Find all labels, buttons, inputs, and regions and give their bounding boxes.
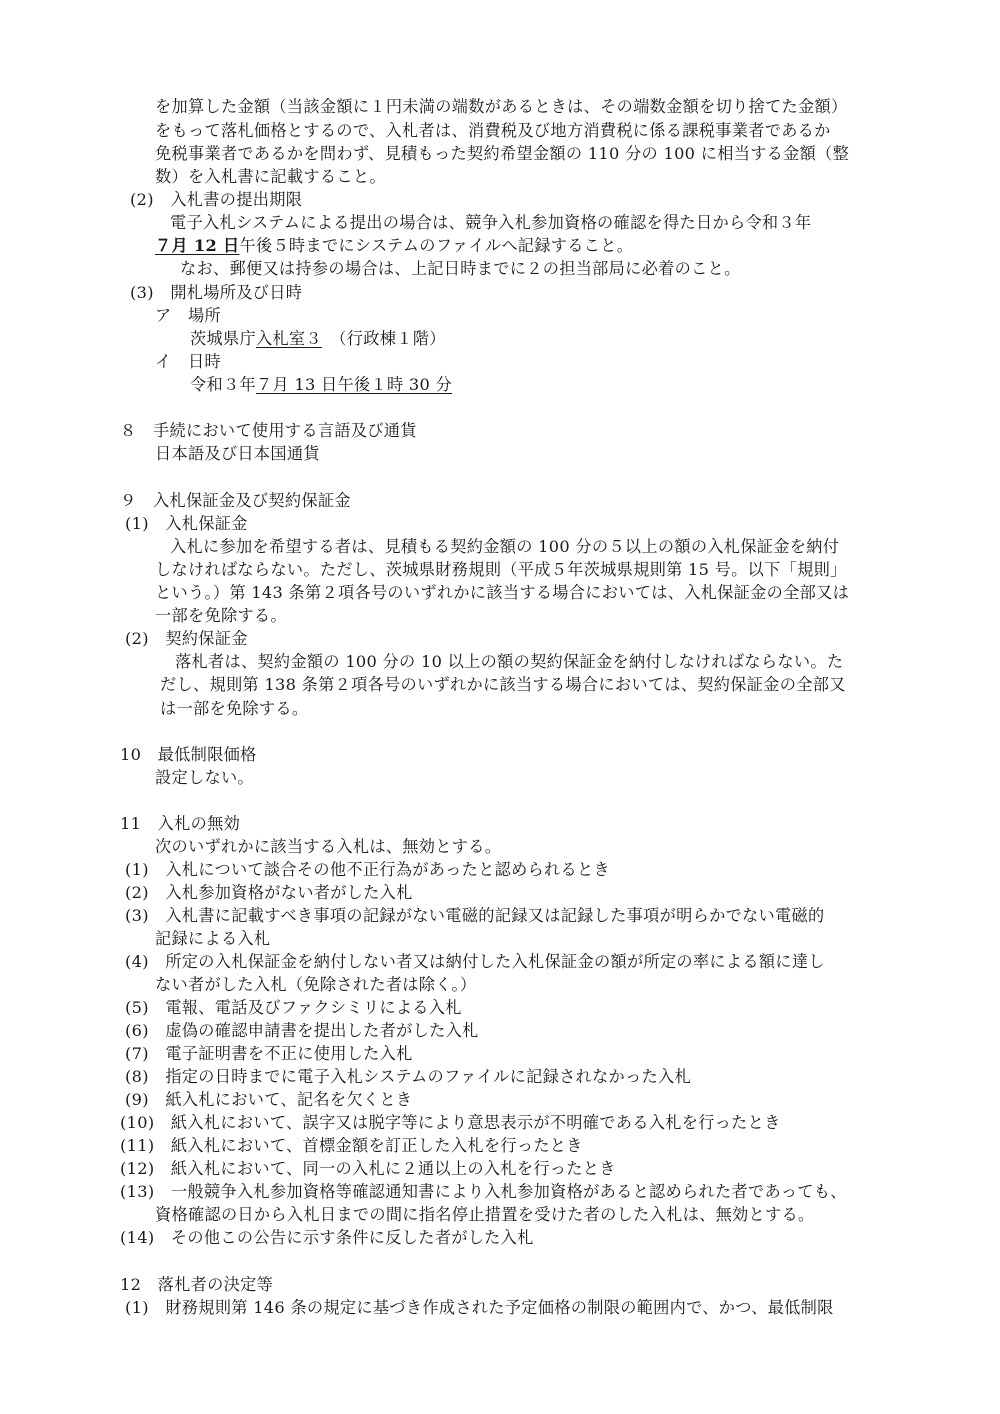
- text-line: [155, 835, 501, 858]
- underlined-text: ７月 13 日午後１時 30 分: [255, 375, 453, 394]
- text-line: [155, 927, 270, 950]
- text-span: (7) 電子証明書を不正に使用した入札: [125, 1044, 413, 1063]
- text-span: ない者がした入札（免除された者は除く。）: [155, 975, 477, 994]
- text-line: [125, 627, 248, 650]
- text-line: [125, 950, 825, 973]
- text-span: イ 日時: [155, 352, 221, 371]
- text-span: なお、郵便又は持参の場合は、上記日時までに２の担当部局に必着のこと。: [180, 259, 741, 278]
- text-span: しなければならない。ただし、茨城県財務規則（平成５年茨城県規則第 15 号。以下「規則」: [155, 560, 847, 579]
- text-line: [160, 673, 846, 696]
- text-line: [120, 743, 257, 766]
- text-line: [125, 1019, 479, 1042]
- underlined-text: 入札室３: [255, 329, 322, 348]
- text-line: [120, 419, 417, 442]
- text-span: (1) 入札について談合その他不正行為があったと認められるとき: [125, 860, 610, 879]
- text-span: (9) 紙入札において、記名を欠くとき: [125, 1090, 413, 1109]
- text-line: [125, 512, 248, 535]
- text-span: ア 場所: [155, 306, 221, 325]
- text-line: [175, 650, 843, 673]
- text-line: [120, 1134, 583, 1157]
- text-span: 落札者は、契約金額の 100 分の 10 以上の額の契約保証金を納付しなければならない。た: [175, 652, 844, 671]
- text-span: 茨城県庁: [190, 329, 256, 348]
- text-line: [155, 142, 849, 165]
- text-line: [155, 350, 221, 373]
- text-span: (1) 財務規則第 146 条の規定に基づき作成された予定価格の制限の範囲内で、かつ、最低制限: [125, 1298, 834, 1317]
- text-span: (6) 虚偽の確認申請書を提出した者がした入札: [125, 1021, 479, 1040]
- text-span: (4) 所定の入札保証金を納付しない者又は納付した入札保証金の額が所定の率による額に達し: [125, 952, 825, 971]
- text-line: [130, 188, 302, 211]
- text-span: (14) その他この公告に示す条件に反した者がした入札: [120, 1228, 534, 1247]
- text-span: 10 最低制限価格: [120, 745, 257, 764]
- text-line: [155, 95, 847, 118]
- text-line: [125, 1042, 413, 1065]
- text-line: [125, 1296, 834, 1319]
- text-line: [155, 604, 287, 627]
- text-span: （行政棟１階）: [321, 329, 446, 348]
- text-span: ９ 入札保証金及び契約保証金: [120, 491, 351, 510]
- text-span: という。）第 143 条第２項各号のいずれかに該当する場合においては、入札保証金の全部又は: [155, 583, 850, 602]
- text-span: (8) 指定の日時までに電子入札システムのファイルに記録されなかった入札: [125, 1067, 691, 1086]
- text-line: [170, 535, 839, 558]
- text-line: [120, 489, 351, 512]
- text-line: [155, 119, 831, 142]
- text-line: [155, 973, 476, 996]
- text-line: [190, 373, 452, 396]
- text-line: [180, 257, 741, 280]
- text-line: [155, 442, 320, 465]
- text-span: 電子入札システムによる提出の場合は、競争入札参加資格の確認を得た日から令和３年: [170, 213, 812, 232]
- text-span: (12) 紙入札において、同一の入札に２通以上の入札を行ったとき: [120, 1159, 616, 1178]
- text-span: 日本語及び日本国通貨: [155, 444, 320, 463]
- text-span: (11) 紙入札において、首標金額を訂正した入札を行ったとき: [120, 1136, 583, 1155]
- text-line: [130, 281, 302, 304]
- text-line: [160, 697, 308, 720]
- text-span: (2) 契約保証金: [125, 629, 248, 648]
- text-line: [125, 904, 825, 927]
- text-span: だし、規則第 138 条第２項各号のいずれかに該当する場合においては、契約保証金の全部又: [160, 675, 846, 694]
- text-line: [125, 881, 413, 904]
- text-line: [190, 327, 446, 350]
- text-span: 資格確認の日から入札日までの間に指名停止措置を受けた者のした入札は、無効とする。: [155, 1205, 815, 1224]
- text-span: (3) 開札場所及び日時: [130, 283, 303, 302]
- text-span: 11 入札の無効: [120, 814, 241, 833]
- text-span: 免税事業者であるかを問わず、見積もった契約希望金額の 110 分の 100 に相当する金額（整: [155, 144, 850, 163]
- text-line: [125, 858, 610, 881]
- text-span: (1) 入札保証金: [125, 514, 248, 533]
- text-span: をもって落札価格とするので、入札者は、消費税及び地方消費税に係る課税事業者であるか: [155, 121, 831, 140]
- text-span: 次のいずれかに該当する入札は、無効とする。: [155, 837, 502, 856]
- text-span: 記録による入札: [155, 929, 271, 948]
- text-span: 設定しない。: [155, 768, 254, 787]
- text-span: (10) 紙入札において、誤字又は脱字等により意思表示が不明確である入札を行ったとき: [120, 1113, 781, 1132]
- text-line: [155, 234, 633, 257]
- text-line: [155, 1203, 815, 1226]
- text-line: [155, 304, 221, 327]
- text-line: [170, 211, 811, 234]
- text-span: 数）を入札書に記載すること。: [155, 167, 386, 186]
- text-span: 入札に参加を希望する者は、見積もる契約金額の 100 分の５以上の額の入札保証金を納付: [170, 537, 840, 556]
- text-line: [125, 1088, 412, 1111]
- text-span: (3) 入札書に記載すべき事項の記録がない電磁的記録又は記録した事項が明らかでない電磁的: [125, 906, 825, 925]
- text-line: [120, 1273, 273, 1296]
- text-line: [120, 1111, 781, 1134]
- text-line: [120, 812, 240, 835]
- text-line: [155, 766, 254, 789]
- text-span: (2) 入札参加資格がない者がした入札: [125, 883, 413, 902]
- text-span: 令和３年: [190, 375, 256, 394]
- text-span: 一部を免除する。: [155, 606, 287, 625]
- text-span: は一部を免除する。: [160, 699, 309, 718]
- text-span: 12 落札者の決定等: [120, 1275, 274, 1294]
- text-span: 午後５時までにシステムのファイルへ記録すること。: [239, 236, 634, 255]
- text-line: [120, 1180, 847, 1203]
- text-line: [120, 1226, 534, 1249]
- text-line: [120, 1157, 616, 1180]
- text-span: (13) 一般競争入札参加資格等確認通知書により入札参加資格があると認められた者であっても、: [120, 1182, 847, 1201]
- text-span: ８ 手続において使用する言語及び通貨: [120, 421, 417, 440]
- text-line: [155, 165, 386, 188]
- underlined-text: ７月 12 日: [155, 236, 240, 255]
- text-span: を加算した金額（当該金額に１円未満の端数があるときは、その端数金額を切り捨てた金額）: [155, 97, 848, 116]
- text-line: [125, 996, 462, 1019]
- text-line: [155, 581, 849, 604]
- text-line: [125, 1065, 691, 1088]
- text-span: (2) 入札書の提出期限: [130, 190, 303, 209]
- text-line: [155, 558, 847, 581]
- text-span: (5) 電報、電話及びファクシミリによる入札: [125, 998, 462, 1017]
